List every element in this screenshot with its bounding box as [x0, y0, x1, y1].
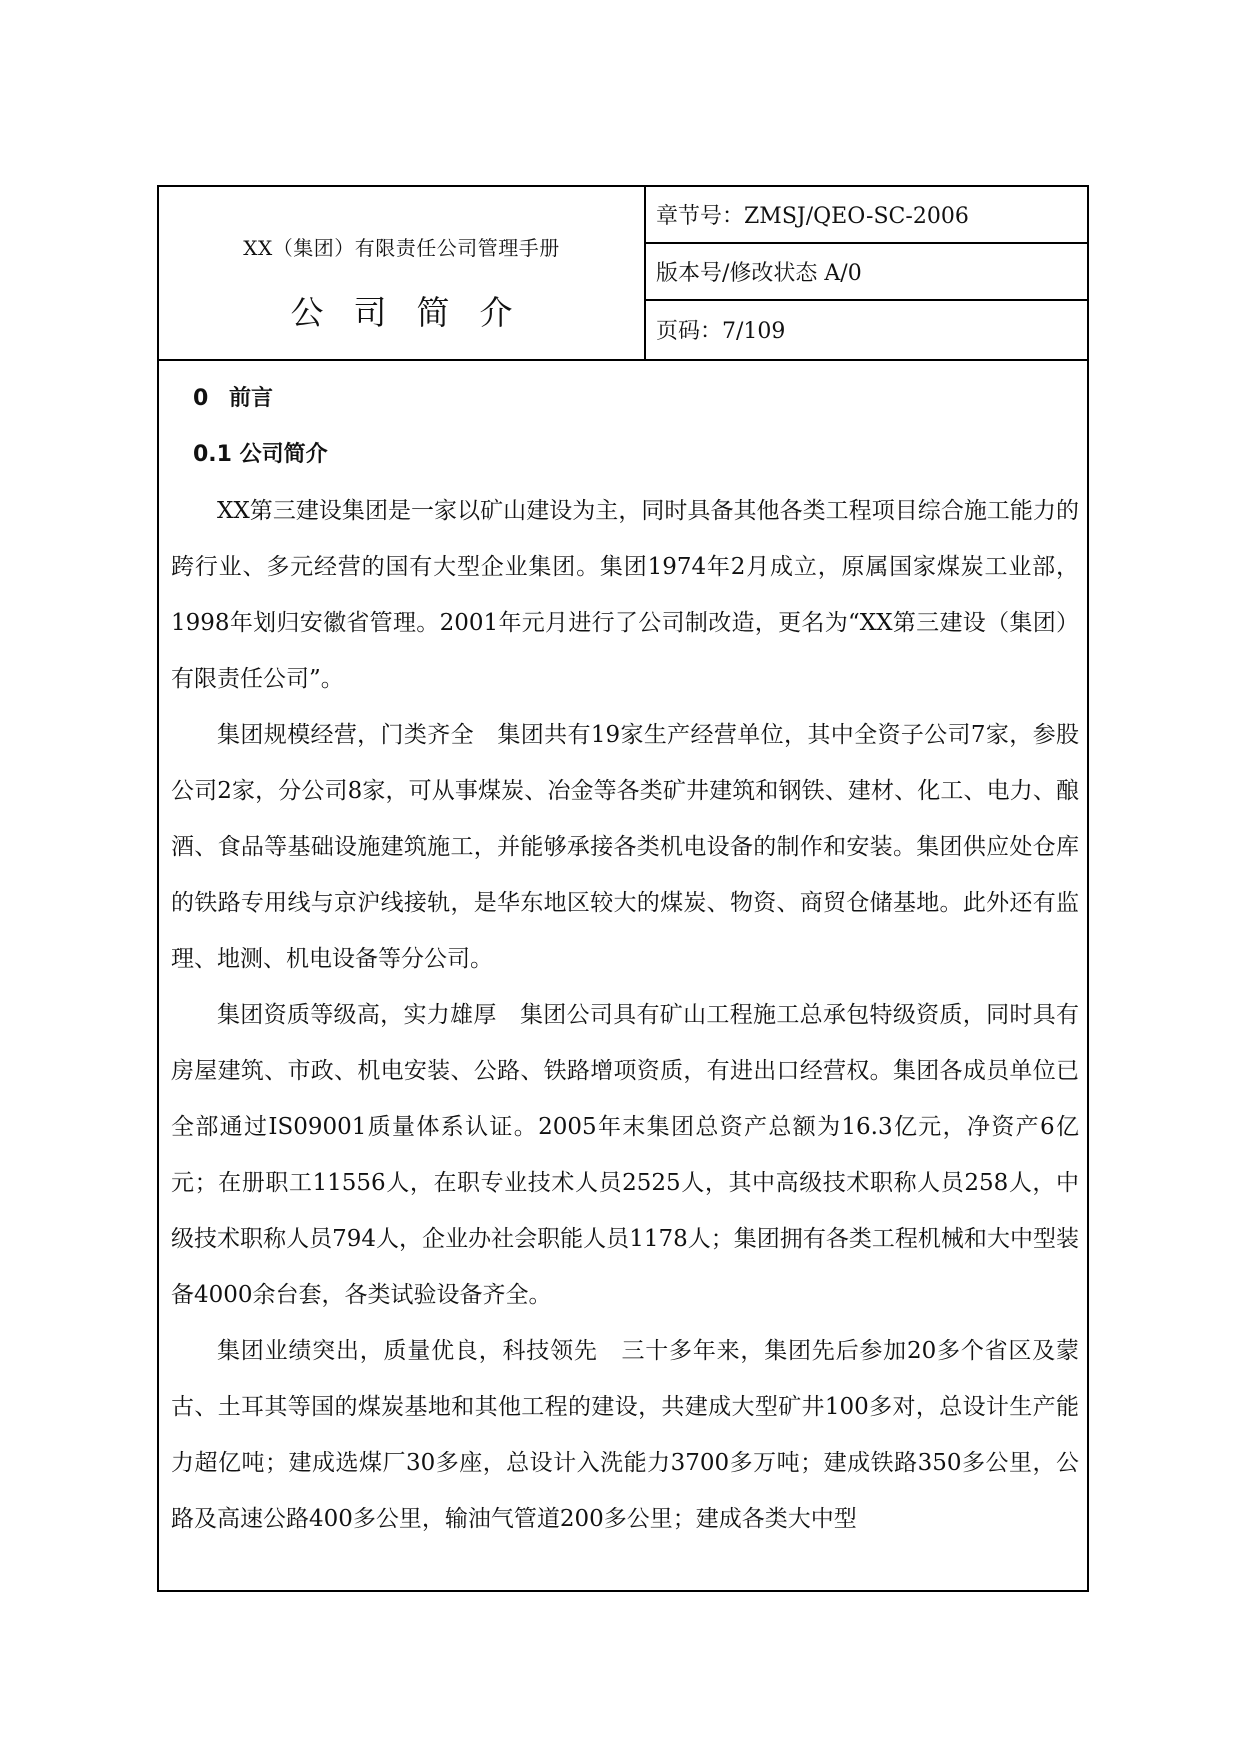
page-number: 页码：7/109: [656, 319, 786, 344]
document-title: 公司简介: [290, 293, 543, 332]
subsection-heading: 0.1 公司简介: [193, 442, 328, 467]
chapter-number: 章节号：ZMSJ/QEO-SC-2006: [646, 187, 1087, 244]
version-status: 版本号/修改状态 A/0: [646, 244, 1087, 301]
section-title: 前言: [229, 386, 274, 411]
section-number: 0: [193, 386, 209, 411]
paragraph: 集团资质等级高，实力雄厚 集团公司具有矿山工程施工总承包特级资质，同时具有房屋建筑、市政、机电安装、公路、铁路增项资质，有进出口经营权。集团各成员单位已全部通过IS09001质量体系认证。2005年末集团总资产总额为16.3亿元，净资产6亿元；在册职工11556人，在职专业技术人员2525人，其中高级技术职称人员258人，中级技术职称人员794人，企业办社会职能人员1178人；集团拥有各类工程机械和大中型装备4000余台套，各类试验设备齐全。: [171, 1002, 1079, 1308]
document-header: [159, 187, 1087, 361]
paragraph: 集团规模经营，门类齐全 集团共有19家生产经营单位，其中全资子公司7家，参股公司2家，分公司8家，可从事煤炭、冶金等各类矿井建筑和钢铁、建材、化工、电力、酿酒、食品等基础设施建筑施工，并能够承接各类机电设备的制作和安装。集团供应处仓库的铁路专用线与京沪线接轨，是华东地区较大的煤炭、物资、商贸仓储基地。此外还有监理、地测、机电设备等分公司。: [171, 722, 1079, 972]
paragraph: XX第三建设集团是一家以矿山建设为主，同时具备其他各类工程项目综合施工能力的跨行业、多元经营的国有大型企业集团。集团1974年2月成立，原属国家煤炭工业部，1998年划归安徽省管理。2001年元月进行了公司制改造，更名为“XX第三建设（集团）有限责任公司”。: [171, 498, 1079, 692]
header-title-cell: [159, 187, 646, 359]
manual-title: XX（集团）有限责任公司管理手册: [243, 236, 560, 260]
header-meta-cell: [646, 187, 1087, 359]
document-body: [159, 361, 1087, 1590]
document-frame: [157, 185, 1089, 1592]
paragraph: 集团业绩突出，质量优良，科技领先 三十多年来，集团先后参加20多个省区及蒙古、土耳其等国的煤炭基地和其他工程的建设，共建成大型矿井100多对，总设计生产能力超亿吨；建成选煤厂30多座，总设计入洗能力3700多万吨；建成铁路350多公里，公路及高速公路400多公里，输油气管道200多公里；建成各类大中型: [171, 1338, 1079, 1532]
section-heading: [171, 371, 1079, 427]
